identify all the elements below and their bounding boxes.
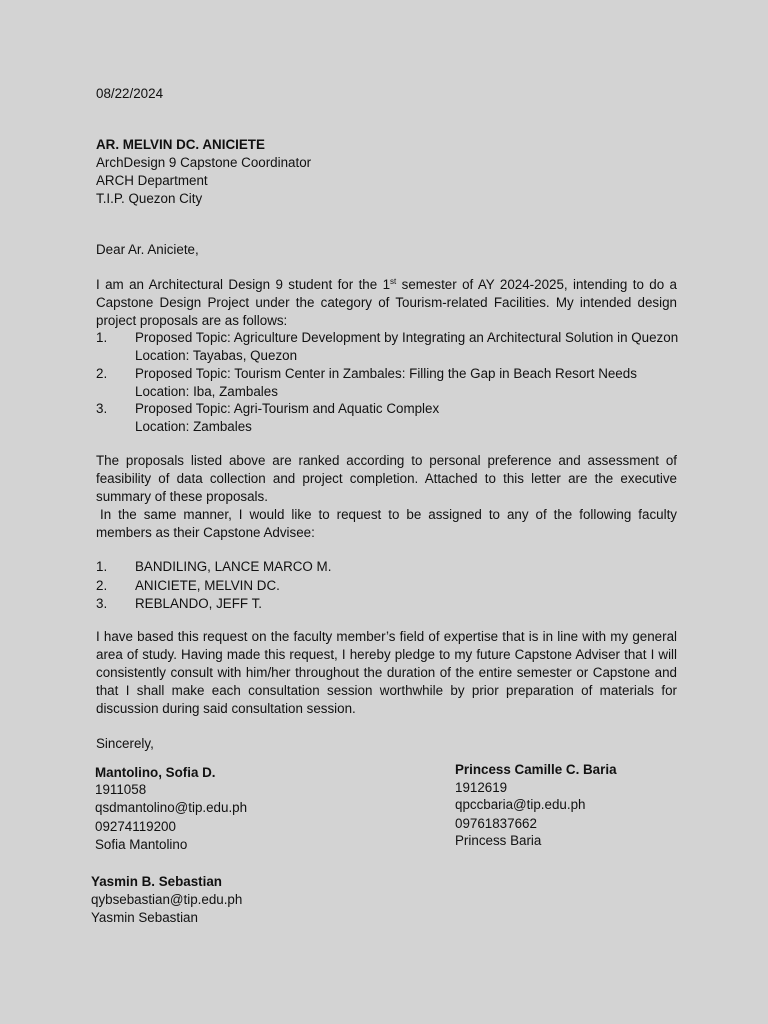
proposal-number: 3. <box>96 401 108 416</box>
salutation: Dear Ar. Aniciete, <box>96 242 199 257</box>
signatory-name: Yasmin B. Sebastian <box>91 874 222 889</box>
pledge-paragraph: I have based this request on the faculty member’s field of expertise that is in line with my general area of study. Having made this request, I hereby pledge to my future Capstone Adviser that I will consistently consult with him/her throughout the duration of the entire semester or Capstone and that I shall make each consultation session worthwhile by prior preparation of materials for discussion during said consultation session. <box>96 629 677 716</box>
adviser-name: BANDILING, LANCE MARCO M. <box>135 559 332 574</box>
proposal-topic: Proposed Topic: Agri-Tourism and Aquatic Complex <box>135 401 440 416</box>
recipient-title: ArchDesign 9 Capstone Coordinator <box>96 155 312 170</box>
ranking-paragraph: The proposals listed above are ranked according to personal preference and assessment of feasibility of data collection and project completion. Attached to this letter are the executive summary of these proposals. <box>96 453 677 504</box>
proposal-location: Location: Iba, Zambales <box>135 384 278 399</box>
signatory-signature: Princess Baria <box>455 833 542 848</box>
proposal-location: Location: Tayabas, Quezon <box>135 348 298 363</box>
signatory-id: 1912619 <box>455 780 508 795</box>
adviser-name: REBLANDO, JEFF T. <box>135 596 262 611</box>
signatory-phone: 09274119200 <box>95 819 176 834</box>
intro-paragraph <box>96 276 677 330</box>
recipient-name: AR. MELVIN DC. ANICIETE <box>96 137 265 152</box>
proposal-topic: Proposed Topic: Tourism Center in Zambales: Filling the Gap in Beach Resort Needs <box>135 366 637 381</box>
signatory-name: Mantolino, Sofia D. <box>95 765 216 780</box>
closing: Sincerely, <box>96 736 154 751</box>
adviser-number: 2. <box>96 578 108 593</box>
proposal-number: 1. <box>96 330 108 345</box>
adviser-number: 3. <box>96 596 108 611</box>
proposal-topic: Proposed Topic: Agriculture Development by Integrating an Architectural Solution in Quezon <box>135 330 679 345</box>
adviser-name: ANICIETE, MELVIN DC. <box>135 578 280 593</box>
intro-superscript: st <box>390 277 397 286</box>
signatory-email: qybsebastian@tip.edu.ph <box>91 892 243 907</box>
signatory-id: 1911058 <box>95 782 147 797</box>
proposal-number: 2. <box>96 366 108 381</box>
intro-text-start: I am an Architectural Design 9 student for the 1 <box>96 277 391 292</box>
signatory-phone: 09761837662 <box>455 816 537 831</box>
recipient-department: ARCH Department <box>96 173 208 188</box>
proposal-location: Location: Zambales <box>135 419 252 434</box>
intro-text-end: semester of AY 2024-2025, intending to do a Capstone Design Project under the category of Tourism-related Facilities. My intended design project proposals are as follows: <box>96 277 677 328</box>
signatory-signature: Yasmin Sebastian <box>91 910 198 925</box>
letter-date: 08/22/2024 <box>96 86 164 101</box>
signatory-name: Princess Camille C. Baria <box>455 762 617 777</box>
signatory-signature: Sofia Mantolino <box>95 837 188 852</box>
recipient-school: T.I.P. Quezon City <box>96 191 203 206</box>
signatory-email: qsdmantolino@tip.edu.ph <box>95 800 248 815</box>
request-paragraph: In the same manner, I would like to request to be assigned to any of the following faculty members as their Capstone Advisee: <box>96 507 677 540</box>
signatory-email: qpccbaria@tip.edu.ph <box>455 797 586 812</box>
adviser-number: 1. <box>96 559 108 574</box>
